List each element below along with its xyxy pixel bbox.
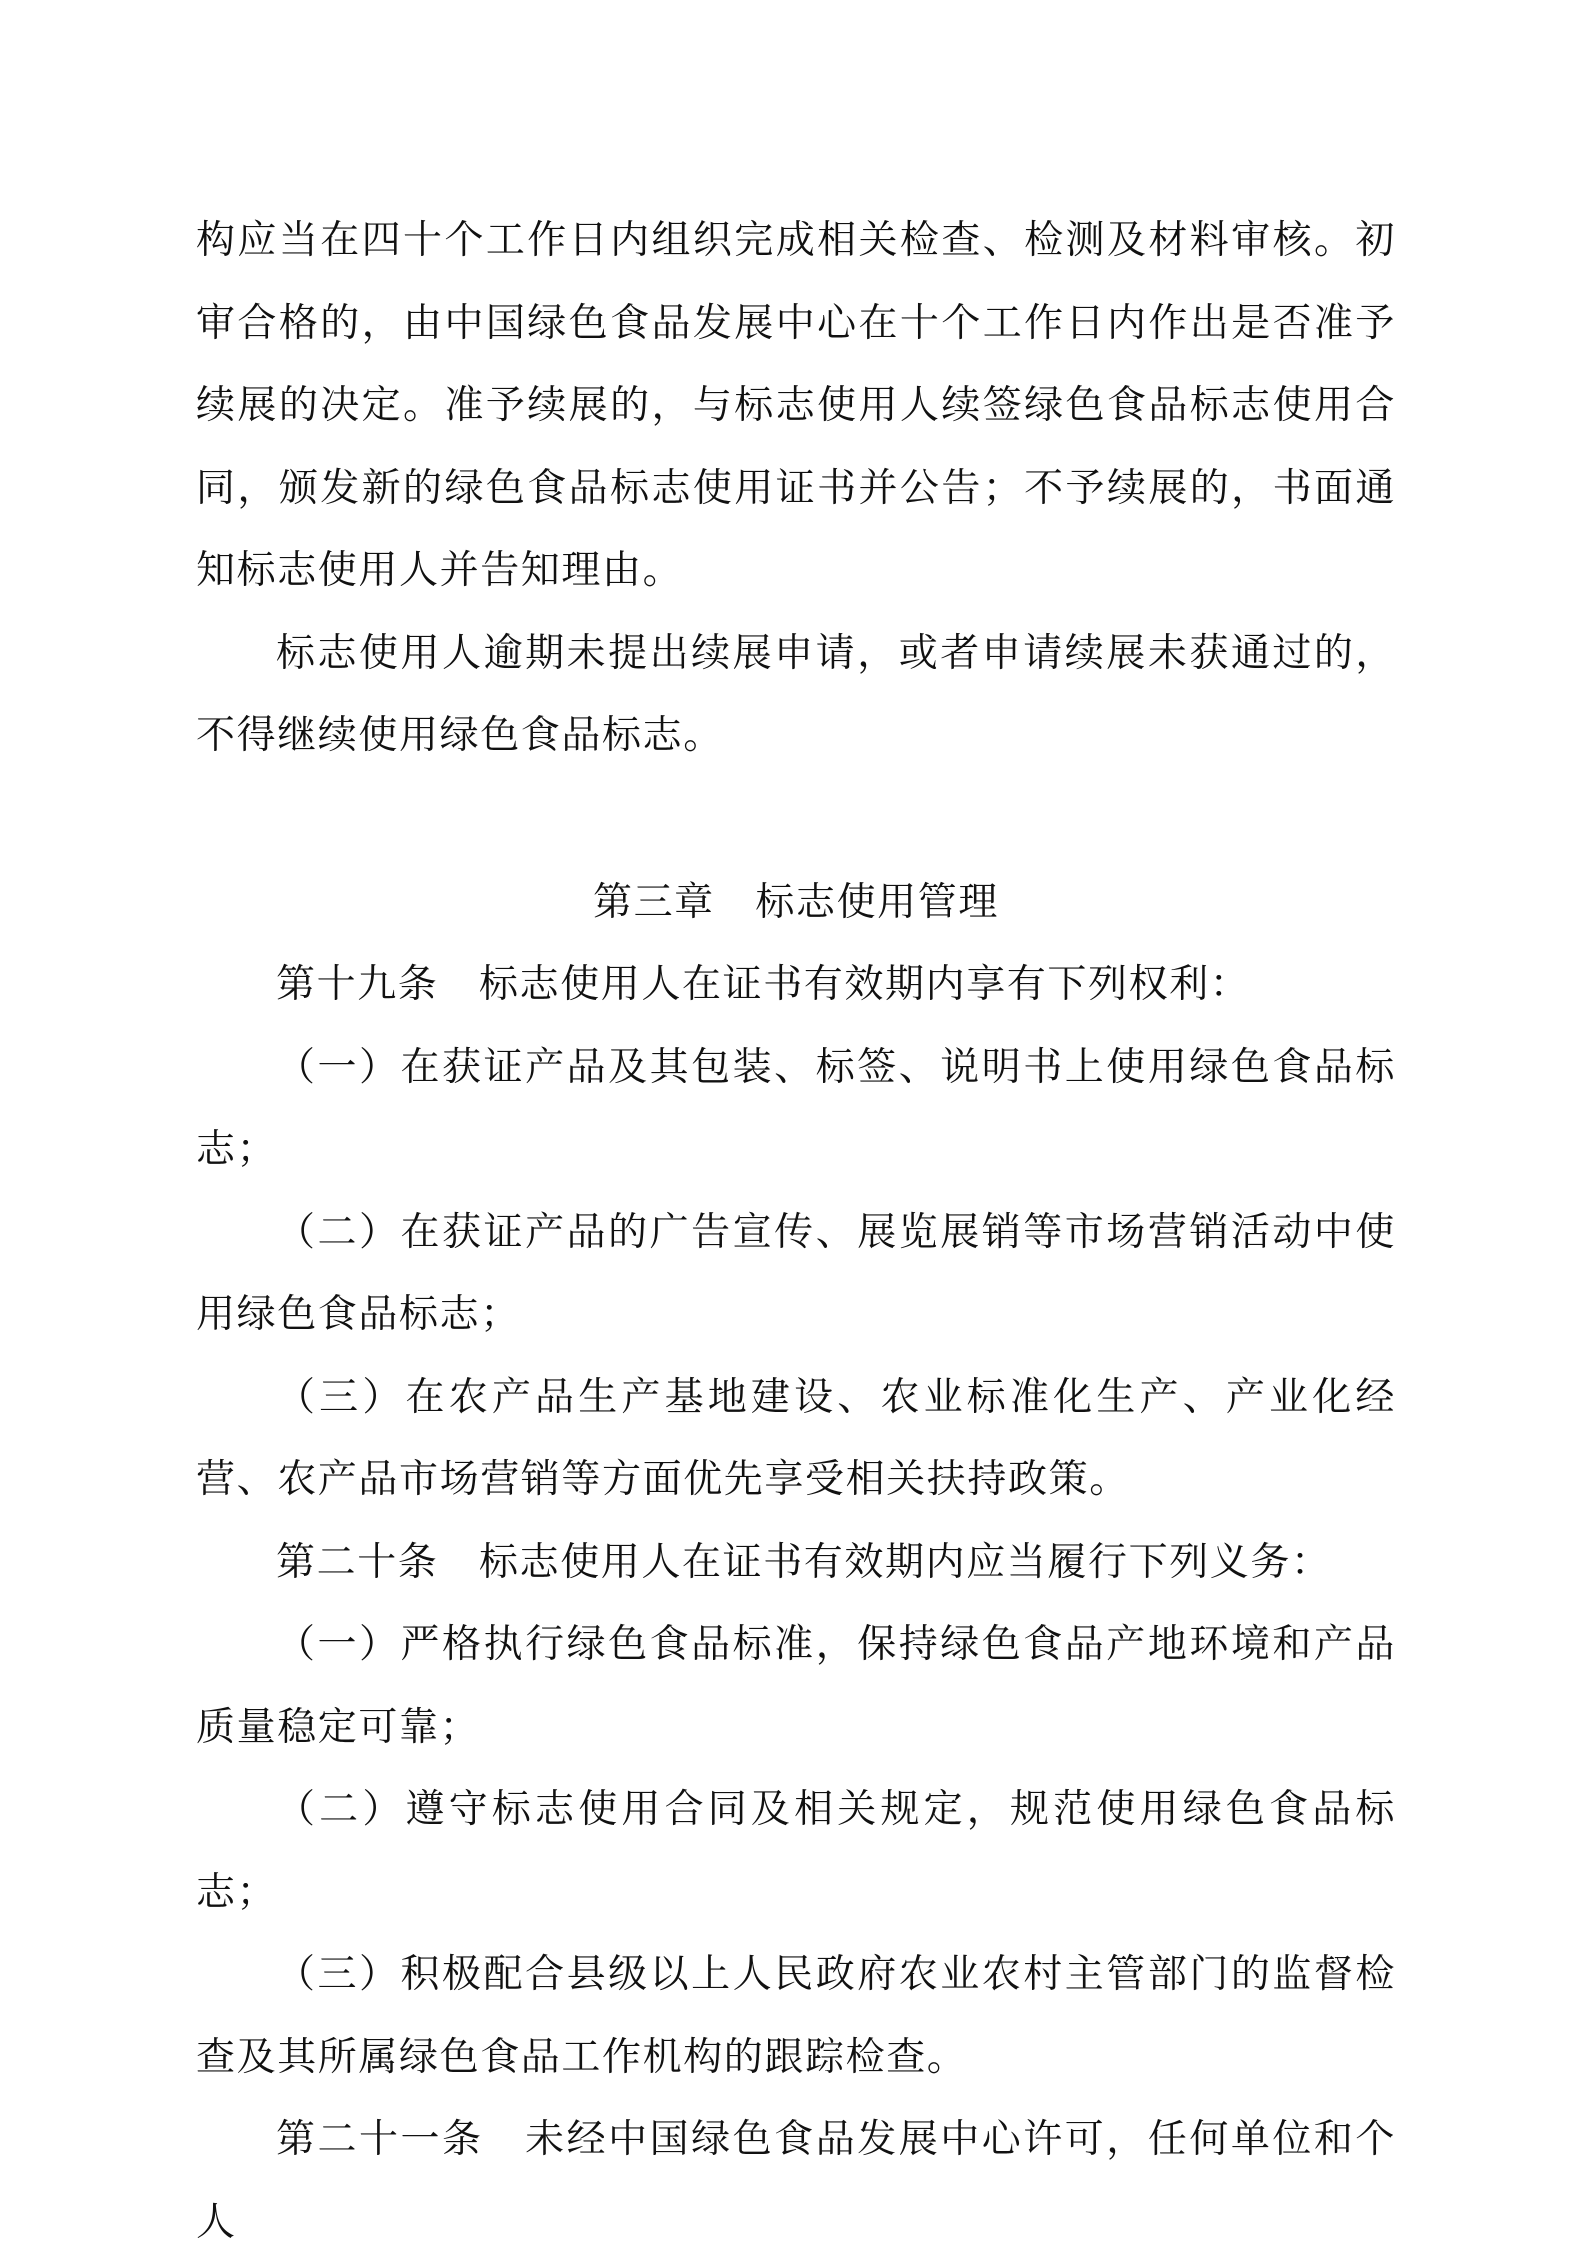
article-20-item-1: （一）严格执行绿色食品标准，保持绿色食品产地环境和产品质量稳定可靠； — [196, 1622, 1396, 1750]
article-19-heading: 第十九条 标志使用人在证书有效期内享有下列权利： — [276, 962, 1251, 1007]
article-19-item-1: （一）在获证产品及其包装、标签、说明书上使用绿色食品标志； — [196, 1044, 1396, 1172]
article-20-item-3: （三）积极配合县级以上人民政府农业农村主管部门的监督检查及其所属绿色食品工作机构的跟踪检查。 — [196, 1952, 1396, 2080]
paragraph-overdue: 标志使用人逾期未提出续展申请，或者申请续展未获通过的，不得继续使用绿色食品标志。 — [196, 630, 1396, 758]
article-19-item-2: （二）在获证产品的广告宣传、展览展销等市场营销活动中使用绿色食品标志； — [196, 1209, 1396, 1337]
paragraph-continued: 构应当在四十个工作日内组织完成相关检查、检测及材料审核。初审合格的，由中国绿色食品发展中心在十个工作日内作出是否准予续展的决定。准予续展的，与标志使用人续签绿色食品标志使用合同，颁发新的绿色食品标志使用证书并公告；不予续展的，书面通知标志使用人并告知理由。 — [196, 218, 1396, 593]
article-20-heading: 第二十条 标志使用人在证书有效期内应当履行下列义务： — [276, 1539, 1332, 1585]
document-body — [196, 200, 1396, 2264]
chapter-title: 第三章 标志使用管理 — [592, 879, 999, 925]
section-gap — [196, 778, 1396, 862]
article-20-item-2: （二）遵守标志使用合同及相关规定，规范使用绿色食品标志； — [196, 1787, 1396, 1915]
article-19-item-3: （三）在农产品生产基地建设、农业标准化生产、产业化经营、农产品市场营销等方面优先享受相关扶持政策。 — [196, 1374, 1396, 1502]
article-21-heading: 第二十一条 未经中国绿色食品发展中心许可，任何单位和个人 — [196, 2117, 1396, 2245]
